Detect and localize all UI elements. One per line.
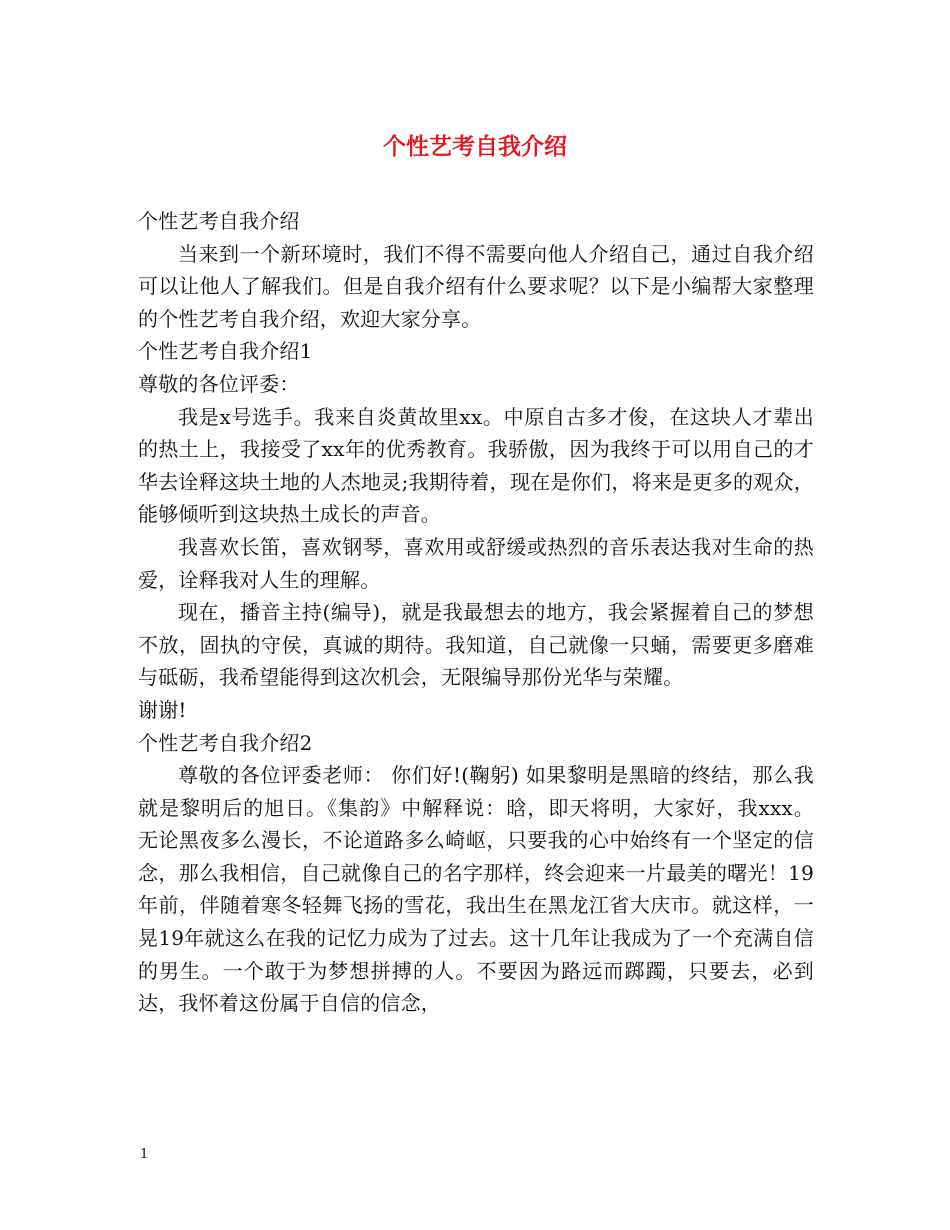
paragraph-1b: 我喜欢长笛，喜欢钢琴，喜欢用或舒缓或热烈的音乐表达我对生命的热爱，诠释我对人生的理解。 <box>138 534 814 592</box>
paragraph-1a: 我是x号选手。我来自炎黄故里xx。中原自古多才俊，在这块人才辈出的热土上，我接受了xx年的优秀教育。我骄傲，因为我终于可以用自己的才华去诠释这块土地的人杰地灵;我期待着，现在是你们，将来是更多的观众，能够倾听到这块热土成长的声音。 <box>138 404 814 527</box>
paragraph-heading: 个性艺考自我介绍 <box>138 209 300 233</box>
page-number: 1 <box>140 1147 149 1162</box>
document-body <box>138 205 814 1020</box>
section-heading-2: 个性艺考自我介绍2 <box>138 730 313 755</box>
section-heading-1: 个性艺考自我介绍1 <box>138 339 313 364</box>
paragraph-1c: 现在，播音主持(编导)，就是我最想去的地方，我会紧握着自己的梦想不放，固执的守侯，真诚的期待。我知道，自己就像一只蛹，需要更多磨难与砥砺，我希望能得到这次机会，无限编导那份光华与荣耀。 <box>138 600 814 690</box>
paragraph-intro: 当来到一个新环境时，我们不得不需要向他人介绍自己，通过自我介绍可以让他人了解我们。但是自我介绍有什么要求呢？以下是小编帮大家整理的个性艺考自我介绍，欢迎大家分享。 <box>138 241 814 331</box>
paragraph-2a: 尊敬的各位评委老师： 你们好!(鞠躬) 如果黎明是黑暗的终结，那么我就是黎明后的旭日。《集韵》中解释说：晗，即天将明，大家好，我xxx。 无论黑夜多么漫长，不论道路多么崎岖，只要我的心中始终有一个坚定的信念，那么我相信，自己就像自己的名字那样，终会迎来一片最美的曙光！19年前，伴随着寒冬轻舞飞扬的雪花，我出生在黑龙江省大庆市。就这样，一晃19年就这么在我的记忆力成为了过去。这十几年让我成为了一个充满自信的男生。一个敢于为梦想拼搏的人。不要因为路远而踯躅，只要去，必到达，我怀着这份属于自信的信念， <box>138 763 814 1016</box>
salutation-1: 尊敬的各位评委： <box>138 371 300 396</box>
document-title: 个性艺考自我介绍 <box>383 133 567 160</box>
closing-thanks: 谢谢! <box>138 697 187 722</box>
